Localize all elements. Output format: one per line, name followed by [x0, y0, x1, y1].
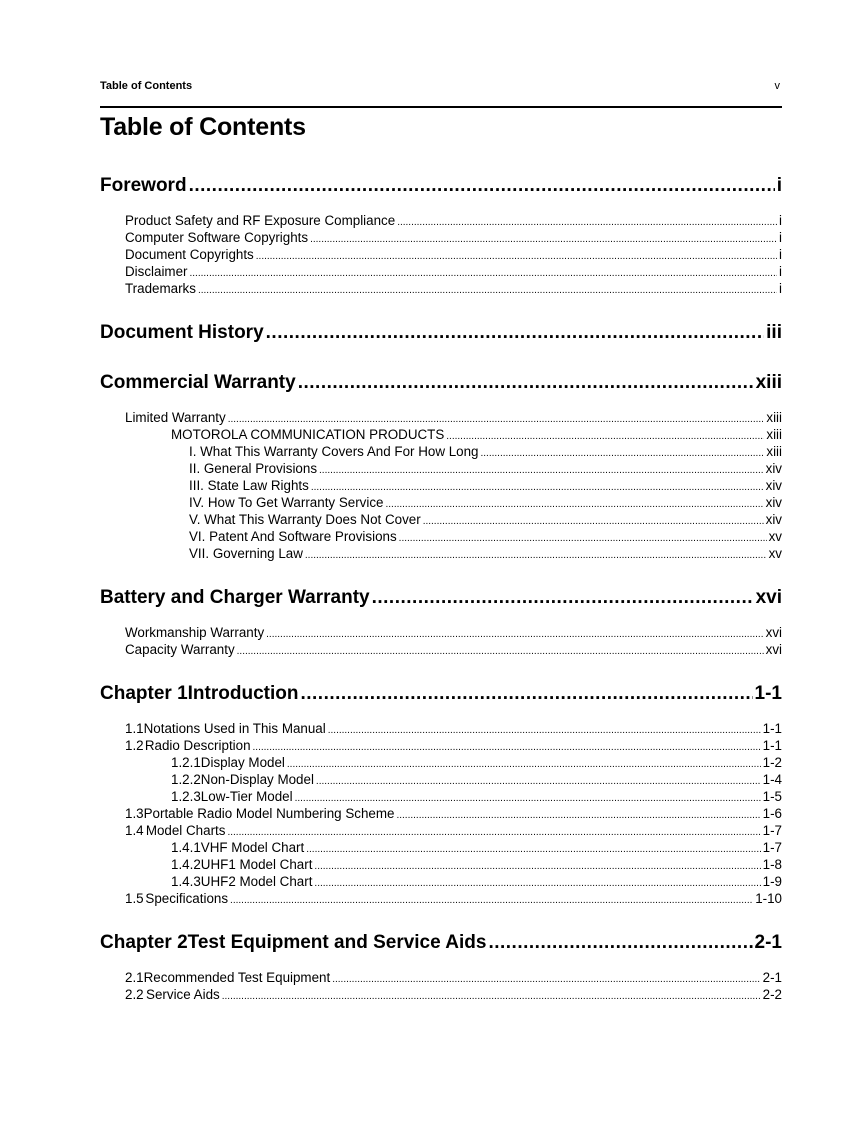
toc-entry-page: 1-7	[762, 823, 782, 838]
dot-leader	[266, 319, 765, 347]
toc-entry-label: MOTOROLA COMMUNICATION PRODUCTS	[171, 427, 445, 442]
toc-entry-page: i	[779, 264, 782, 279]
dot-leader	[190, 265, 778, 282]
toc-entry-page: xiii	[766, 444, 782, 459]
toc-entry-page: 1-1	[762, 721, 782, 736]
dot-leader	[305, 547, 767, 564]
toc-entry[interactable]	[100, 460, 782, 477]
dot-leader	[399, 530, 767, 547]
toc-entry-page: 2-1	[762, 970, 782, 985]
section-number: 1.4.1	[171, 840, 201, 855]
dot-leader	[481, 445, 765, 462]
toc-entry-label: Introduction	[187, 683, 299, 704]
section-number: 1.1	[125, 721, 144, 736]
toc-entry-label: Foreword	[100, 175, 187, 196]
dot-leader	[253, 739, 761, 756]
toc-entry-page: xv	[768, 529, 782, 544]
toc-entry-commercial-warranty[interactable]	[100, 369, 782, 397]
toc-entry-page: iii	[766, 322, 782, 343]
toc-entry[interactable]	[100, 426, 782, 443]
toc-entry-label: I. What This Warranty Covers And For How Long	[189, 444, 479, 459]
toc-entry[interactable]	[100, 754, 782, 771]
toc-entry[interactable]	[100, 528, 782, 545]
toc-entry-page: 1-7	[762, 840, 782, 855]
dot-leader	[306, 841, 760, 858]
toc-entry[interactable]	[100, 409, 782, 426]
toc-entry-label: II. General Provisions	[189, 461, 318, 476]
toc-entry-label: Notations Used in This Manual	[143, 721, 326, 736]
toc-entry-label: Recommended Test Equipment	[143, 970, 331, 985]
dot-leader	[237, 643, 764, 660]
toc-entry[interactable]	[100, 737, 782, 754]
toc-entry-foreword[interactable]	[100, 172, 782, 200]
toc-entry-page: xiii	[755, 372, 782, 393]
toc-entry[interactable]	[100, 822, 782, 839]
dot-leader	[298, 369, 754, 397]
dot-leader	[396, 807, 760, 824]
toc-entry-page: xiii	[766, 410, 782, 425]
toc-entry-label: Commercial Warranty	[100, 372, 296, 393]
toc-entry-label: VI. Patent And Software Provisions	[189, 529, 397, 544]
toc-entry-label: UHF2 Model Chart	[200, 874, 313, 889]
toc-entry-page: xiv	[765, 461, 782, 476]
toc-entry-label: Non-Display Model	[200, 772, 314, 787]
toc-entry-label: Document History	[100, 322, 264, 343]
toc-entry[interactable]	[100, 212, 782, 229]
toc-entry-label: Trademarks	[125, 281, 196, 296]
toc-entry-page: 1-5	[762, 789, 782, 804]
section-number: 1.2.1	[171, 755, 201, 770]
toc-entry-label: Limited Warranty	[125, 410, 226, 425]
toc-entry-page: i	[779, 247, 782, 262]
toc-entry-page: 1-1	[762, 738, 782, 753]
toc-entry-label: Workmanship Warranty	[125, 625, 265, 640]
toc-entry[interactable]	[100, 788, 782, 805]
toc-entry[interactable]	[100, 511, 782, 528]
toc-entry[interactable]	[100, 986, 782, 1003]
toc-entry-label: Specifications	[145, 891, 229, 906]
section-number: 1.2.2	[171, 772, 201, 787]
toc-entry-label: Product Safety and RF Exposure Compliance	[125, 213, 396, 228]
toc-entry[interactable]	[100, 263, 782, 280]
toc-entry[interactable]	[100, 839, 782, 856]
toc-entry[interactable]	[100, 477, 782, 494]
toc-entry-battery-warranty[interactable]	[100, 584, 782, 612]
chapter-2-subentries	[100, 969, 782, 1003]
toc-entry-label: UHF1 Model Chart	[200, 857, 313, 872]
toc-entry-label: Model Charts	[145, 823, 226, 838]
toc-entry-page: 1-10	[755, 891, 782, 906]
dot-leader	[423, 513, 764, 530]
toc-entry-page: xvi	[765, 642, 782, 657]
running-header	[100, 80, 782, 108]
toc-entry-page: i	[776, 175, 782, 196]
commercial-warranty-subentries	[100, 409, 782, 562]
toc-entry-page: 1-1	[754, 683, 782, 704]
toc-entry[interactable]	[100, 805, 782, 822]
dot-leader	[230, 892, 753, 909]
toc-entry-label: Capacity Warranty	[125, 642, 235, 657]
toc-entry-page: xiv	[765, 512, 782, 527]
toc-entry[interactable]	[100, 545, 782, 562]
toc-entry-label: Test Equipment and Service Aids	[187, 932, 487, 953]
dot-leader	[328, 722, 761, 739]
section-number: 2.2	[125, 987, 144, 1002]
toc-entry-label: Display Model	[200, 755, 285, 770]
dot-leader	[300, 680, 752, 708]
toc-entry-page: xiii	[766, 427, 782, 442]
section-number: 1.2	[125, 738, 144, 753]
toc-entry-page: i	[779, 230, 782, 245]
toc-entry-label: Service Aids	[146, 987, 220, 1002]
dot-leader	[372, 584, 754, 612]
foreword-subentries	[100, 212, 782, 297]
toc-entry[interactable]	[100, 280, 782, 297]
toc-entry[interactable]	[100, 641, 782, 658]
section-number: 1.4	[125, 823, 144, 838]
section-number: 2.1	[125, 970, 144, 985]
toc-entry[interactable]	[100, 246, 782, 263]
toc-entry-label: IV. How To Get Warranty Service	[189, 495, 384, 510]
running-header-page-number: v	[774, 80, 780, 92]
toc-entry-page: xvi	[765, 625, 782, 640]
toc-entry-page: xvi	[755, 587, 782, 608]
battery-warranty-subentries	[100, 624, 782, 658]
dot-leader	[332, 971, 760, 988]
dot-leader	[310, 231, 777, 248]
dot-leader	[287, 756, 761, 773]
toc-entry-chapter-2[interactable]	[100, 929, 782, 957]
toc-entry-label: Battery and Charger Warranty	[100, 587, 370, 608]
dot-leader	[189, 172, 775, 200]
dot-leader	[222, 988, 761, 1005]
toc-entry-page: 2-1	[754, 932, 782, 953]
section-number: 1.2.3	[171, 789, 201, 804]
chapter-1-subentries	[100, 720, 782, 907]
dot-leader	[314, 858, 760, 875]
toc-entry-label: Low-Tier Model	[200, 789, 293, 804]
dot-leader	[385, 496, 763, 513]
toc-entry-page: 1-6	[762, 806, 782, 821]
toc-entry-label: VHF Model Chart	[200, 840, 305, 855]
section-number: 1.4.2	[171, 857, 201, 872]
toc-entry[interactable]	[100, 856, 782, 873]
toc-entry-page: 1-2	[762, 755, 782, 770]
dot-leader	[397, 214, 777, 231]
toc-entry-page: 2-2	[762, 987, 782, 1002]
dot-leader	[316, 773, 761, 790]
dot-leader	[266, 626, 763, 643]
section-number: 1.5	[125, 891, 144, 906]
section-number: 1.3	[125, 806, 144, 821]
toc-entry-page: xv	[768, 546, 782, 561]
toc-entry-document-history[interactable]	[100, 319, 782, 347]
toc-entry-label: Computer Software Copyrights	[125, 230, 309, 245]
section-number: 1.4.3	[171, 874, 201, 889]
dot-leader	[319, 462, 764, 479]
toc-entry[interactable]	[100, 443, 782, 460]
toc-entry-chapter-1[interactable]	[100, 680, 782, 708]
toc-entry-label: V. What This Warranty Does Not Cover	[189, 512, 421, 527]
toc-entry-label: Portable Radio Model Numbering Scheme	[143, 806, 395, 821]
page-title: Table of Contents	[100, 113, 306, 141]
toc-entry-label: III. State Law Rights	[189, 478, 309, 493]
toc-entry-label: Document Copyrights	[125, 247, 254, 262]
toc-entry[interactable]	[100, 890, 782, 907]
toc-entry-page: 1-8	[762, 857, 782, 872]
dot-leader	[198, 282, 777, 299]
toc-entry[interactable]	[100, 969, 782, 986]
dot-leader	[446, 428, 764, 445]
dot-leader	[488, 929, 752, 957]
toc-entry-label: Radio Description	[144, 738, 251, 753]
toc-entry[interactable]	[100, 229, 782, 246]
toc-entry-page: i	[779, 213, 782, 228]
chapter-number: Chapter 1	[100, 683, 188, 704]
dot-leader	[256, 248, 777, 265]
toc-entry[interactable]	[100, 624, 782, 641]
toc-entry[interactable]	[100, 494, 782, 511]
chapter-number: Chapter 2	[100, 932, 188, 953]
toc-entry-page: 1-9	[762, 874, 782, 889]
toc-entry-page: i	[779, 281, 782, 296]
dot-leader	[227, 824, 760, 841]
table-of-contents	[100, 172, 782, 1003]
toc-entry-label: Disclaimer	[125, 264, 188, 279]
toc-entry-page: 1-4	[762, 772, 782, 787]
toc-entry-label: VII. Governing Law	[189, 546, 303, 561]
running-header-title: Table of Contents	[100, 80, 193, 92]
toc-entry[interactable]	[100, 720, 782, 737]
dot-leader	[314, 875, 760, 892]
toc-entry[interactable]	[100, 873, 782, 890]
toc-entry[interactable]	[100, 771, 782, 788]
toc-entry-page: xiv	[765, 478, 782, 493]
toc-entry-page: xiv	[765, 495, 782, 510]
